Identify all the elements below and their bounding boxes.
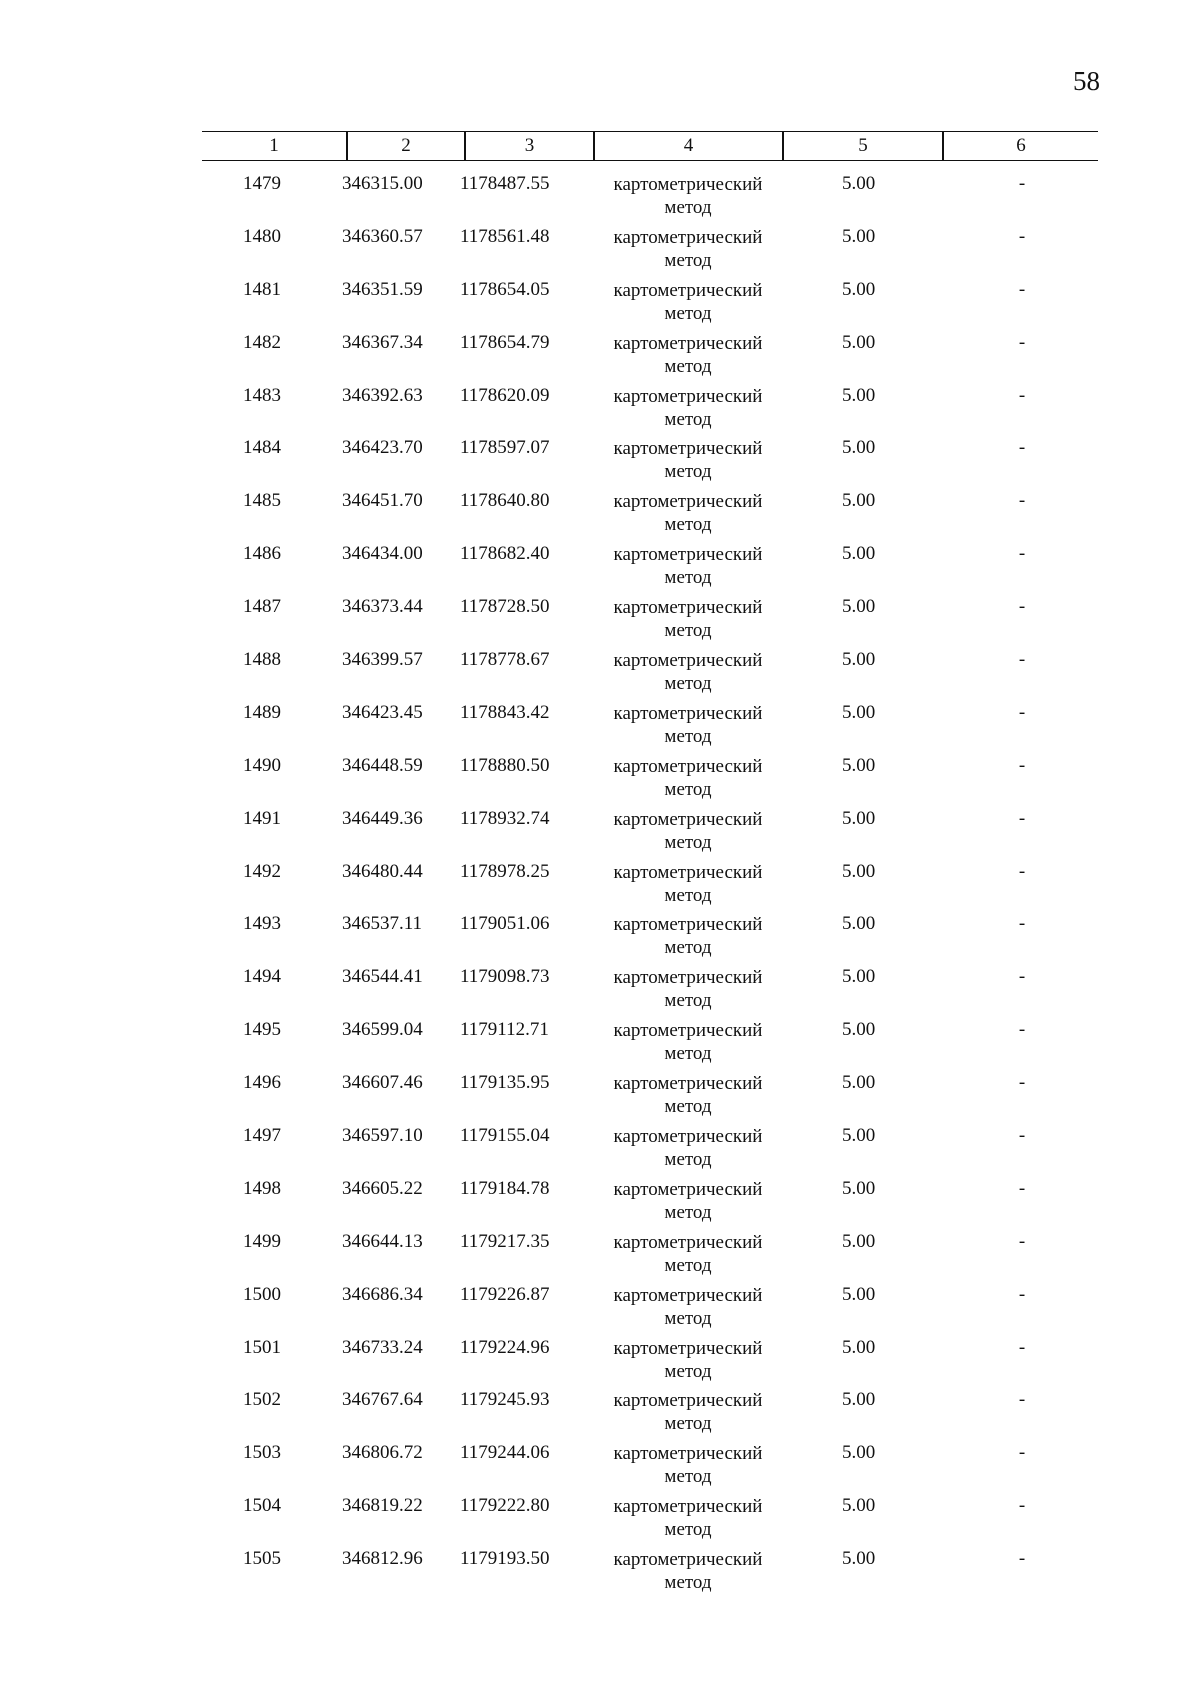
x-coordinate-cell: 346480.44 <box>342 860 423 882</box>
method-line-2: метод <box>664 937 712 959</box>
table-row <box>202 385 1098 438</box>
method-line-1: картометрический <box>613 1390 763 1412</box>
method-line-2: метод <box>664 355 712 377</box>
y-coordinate-cell: 1179051.06 <box>460 913 550 935</box>
method-line-1: картометрический <box>613 332 763 354</box>
point-number-cell: 1486 <box>243 543 281 565</box>
accuracy-cell: 5.00 <box>842 701 876 723</box>
method-line-2: метод <box>664 1572 712 1594</box>
accuracy-cell: 5.00 <box>842 437 876 459</box>
table-row <box>202 861 1098 914</box>
note-cell: - <box>1018 1072 1026 1094</box>
method-line-2: метод <box>664 725 712 747</box>
accuracy-cell: 5.00 <box>842 1072 876 1094</box>
accuracy-cell: 5.00 <box>842 331 876 353</box>
page-number: 58 <box>1073 66 1100 96</box>
method-line-1: картометрический <box>613 1496 763 1518</box>
method-line-1: картометрический <box>613 279 763 301</box>
method-line-2: метод <box>664 1466 712 1488</box>
point-number-cell: 1505 <box>243 1548 281 1570</box>
point-number-cell: 1480 <box>243 225 281 247</box>
accuracy-cell: 5.00 <box>842 649 876 671</box>
accuracy-cell: 5.00 <box>842 754 876 776</box>
accuracy-cell: 5.00 <box>842 173 876 194</box>
x-coordinate-cell: 346360.57 <box>342 225 423 247</box>
accuracy-cell: 5.00 <box>842 1283 876 1305</box>
y-coordinate-cell: 1178728.50 <box>460 596 550 618</box>
method-cell <box>588 649 788 695</box>
method-line-1: картометрический <box>613 1549 763 1571</box>
method-line-2: метод <box>664 567 712 589</box>
note-cell: - <box>1018 1283 1026 1305</box>
method-line-2: метод <box>664 990 712 1012</box>
accuracy-cell: 5.00 <box>842 1177 876 1199</box>
method-line-2: метод <box>664 249 712 271</box>
accuracy-cell: 5.00 <box>842 913 876 935</box>
method-cell <box>588 1495 788 1541</box>
method-line-1: картометрический <box>613 544 763 566</box>
method-line-2: метод <box>664 514 712 536</box>
method-line-1: картометрический <box>613 914 763 936</box>
point-number-cell: 1487 <box>243 596 281 618</box>
method-line-1: картометрический <box>613 174 763 195</box>
table-row <box>202 1337 1098 1390</box>
method-line-1: картометрический <box>613 597 763 619</box>
table-header <box>202 131 1098 161</box>
point-number-cell: 1483 <box>243 384 281 406</box>
x-coordinate-cell: 346806.72 <box>342 1442 423 1464</box>
note-cell: - <box>1018 966 1026 988</box>
method-line-1: картометрический <box>613 1231 763 1253</box>
method-line-1: картометрический <box>613 650 763 672</box>
y-coordinate-cell: 1178778.67 <box>460 649 550 671</box>
y-coordinate-cell: 1179112.71 <box>460 1019 549 1041</box>
note-cell: - <box>1018 754 1026 776</box>
point-number-cell: 1496 <box>243 1072 281 1094</box>
method-cell <box>588 596 788 642</box>
x-coordinate-cell: 346599.04 <box>342 1019 423 1041</box>
accuracy-cell: 5.00 <box>842 1336 876 1358</box>
y-coordinate-cell: 1178620.09 <box>460 384 550 406</box>
table-row <box>202 1178 1098 1231</box>
point-number-cell: 1502 <box>243 1389 281 1411</box>
table-row <box>202 1231 1098 1284</box>
method-cell <box>588 913 788 959</box>
note-cell: - <box>1018 1125 1026 1147</box>
y-coordinate-cell: 1179135.95 <box>460 1072 550 1094</box>
method-cell <box>588 1389 788 1435</box>
method-cell <box>588 1284 788 1330</box>
method-cell <box>588 226 788 272</box>
x-coordinate-cell: 346605.22 <box>342 1177 423 1199</box>
x-coordinate-cell: 346597.10 <box>342 1125 423 1147</box>
method-cell <box>588 173 788 219</box>
note-cell: - <box>1018 1230 1026 1252</box>
table-row <box>202 702 1098 755</box>
x-coordinate-cell: 346351.59 <box>342 278 423 300</box>
accuracy-cell: 5.00 <box>842 1495 876 1517</box>
table-row <box>202 913 1098 966</box>
point-number-cell: 1479 <box>243 173 281 194</box>
y-coordinate-cell: 1178880.50 <box>460 754 550 776</box>
method-cell <box>588 1231 788 1277</box>
note-cell: - <box>1018 278 1026 300</box>
x-coordinate-cell: 346392.63 <box>342 384 423 406</box>
point-number-cell: 1494 <box>243 966 281 988</box>
table-row <box>202 279 1098 332</box>
y-coordinate-cell: 1179155.04 <box>460 1125 550 1147</box>
table-row <box>202 1442 1098 1495</box>
method-cell <box>588 543 788 589</box>
point-number-cell: 1491 <box>243 807 281 829</box>
note-cell: - <box>1018 225 1026 247</box>
x-coordinate-cell: 346767.64 <box>342 1389 423 1411</box>
accuracy-cell: 5.00 <box>842 1125 876 1147</box>
accuracy-cell: 5.00 <box>842 225 876 247</box>
y-coordinate-cell: 1178487.55 <box>460 173 550 194</box>
point-number-cell: 1500 <box>243 1283 281 1305</box>
y-coordinate-cell: 1179098.73 <box>460 966 550 988</box>
coordinates-table <box>202 131 1098 1601</box>
note-cell: - <box>1018 1442 1026 1464</box>
y-coordinate-cell: 1178654.79 <box>460 331 550 353</box>
table-row <box>202 1072 1098 1125</box>
method-cell <box>588 1072 788 1118</box>
y-coordinate-cell: 1178640.80 <box>460 490 550 512</box>
method-line-2: метод <box>664 1043 712 1065</box>
x-coordinate-cell: 346434.00 <box>342 543 423 565</box>
x-coordinate-cell: 346607.46 <box>342 1072 423 1094</box>
point-number-cell: 1498 <box>243 1177 281 1199</box>
method-line-2: метод <box>664 1201 712 1223</box>
table-row <box>202 1019 1098 1072</box>
note-cell: - <box>1018 1389 1026 1411</box>
accuracy-cell: 5.00 <box>842 1389 876 1411</box>
method-cell <box>588 755 788 801</box>
method-line-2: метод <box>664 1254 712 1276</box>
note-cell: - <box>1018 596 1026 618</box>
method-cell <box>588 1125 788 1171</box>
x-coordinate-cell: 346451.70 <box>342 490 423 512</box>
table-row <box>202 226 1098 279</box>
accuracy-cell: 5.00 <box>842 384 876 406</box>
method-line-2: метод <box>664 1149 712 1171</box>
method-line-2: метод <box>664 884 712 906</box>
point-number-cell: 1493 <box>243 913 281 935</box>
point-number-cell: 1490 <box>243 754 281 776</box>
note-cell: - <box>1018 807 1026 829</box>
note-cell: - <box>1018 913 1026 935</box>
table-row <box>202 1389 1098 1442</box>
note-cell: - <box>1018 860 1026 882</box>
y-coordinate-cell: 1179245.93 <box>460 1389 550 1411</box>
method-cell <box>588 385 788 431</box>
method-line-1: картометрический <box>613 702 763 724</box>
note-cell: - <box>1018 701 1026 723</box>
note-cell: - <box>1018 1548 1026 1570</box>
table-row <box>202 755 1098 808</box>
method-line-2: метод <box>664 1096 712 1118</box>
note-cell: - <box>1018 543 1026 565</box>
table-row <box>202 173 1098 226</box>
header-col-6: 6 <box>1016 135 1026 156</box>
method-line-1: картометрический <box>613 1284 763 1306</box>
point-number-cell: 1488 <box>243 649 281 671</box>
method-line-1: картометрический <box>613 438 763 460</box>
method-line-2: метод <box>664 778 712 800</box>
y-coordinate-cell: 1178597.07 <box>460 437 550 459</box>
method-cell <box>588 1178 788 1224</box>
x-coordinate-cell: 346367.34 <box>342 331 423 353</box>
note-cell: - <box>1018 1177 1026 1199</box>
x-coordinate-cell: 346812.96 <box>342 1548 423 1570</box>
method-cell <box>588 966 788 1012</box>
accuracy-cell: 5.00 <box>842 807 876 829</box>
point-number-cell: 1481 <box>243 278 281 300</box>
point-number-cell: 1482 <box>243 331 281 353</box>
method-line-1: картометрический <box>613 1126 763 1148</box>
x-coordinate-cell: 346449.36 <box>342 807 423 829</box>
method-cell <box>588 861 788 907</box>
method-cell <box>588 1019 788 1065</box>
method-cell <box>588 490 788 536</box>
accuracy-cell: 5.00 <box>842 1442 876 1464</box>
y-coordinate-cell: 1179222.80 <box>460 1495 550 1517</box>
y-coordinate-cell: 1178978.25 <box>460 860 550 882</box>
point-number-cell: 1489 <box>243 701 281 723</box>
accuracy-cell: 5.00 <box>842 1019 876 1041</box>
table-row <box>202 808 1098 861</box>
x-coordinate-cell: 346644.13 <box>342 1230 423 1252</box>
point-number-cell: 1495 <box>243 1019 281 1041</box>
table-body <box>202 173 1098 1601</box>
note-cell: - <box>1018 384 1026 406</box>
method-line-2: метод <box>664 620 712 642</box>
x-coordinate-cell: 346423.70 <box>342 437 423 459</box>
x-coordinate-cell: 346399.57 <box>342 649 423 671</box>
method-line-2: метод <box>664 302 712 324</box>
method-line-2: метод <box>664 197 712 218</box>
point-number-cell: 1485 <box>243 490 281 512</box>
table-row <box>202 1125 1098 1178</box>
x-coordinate-cell: 346315.00 <box>342 173 423 194</box>
table-row <box>202 1548 1098 1601</box>
table-row <box>202 490 1098 543</box>
y-coordinate-cell: 1178654.05 <box>460 278 550 300</box>
x-coordinate-cell: 346373.44 <box>342 596 423 618</box>
table-row <box>202 543 1098 596</box>
table-row <box>202 1495 1098 1548</box>
method-line-1: картометрический <box>613 967 763 989</box>
accuracy-cell: 5.00 <box>842 490 876 512</box>
table-row <box>202 1284 1098 1337</box>
method-cell <box>588 1337 788 1383</box>
note-cell: - <box>1018 173 1026 194</box>
method-cell <box>588 437 788 483</box>
x-coordinate-cell: 346448.59 <box>342 754 423 776</box>
note-cell: - <box>1018 490 1026 512</box>
header-col-3: 3 <box>524 135 535 156</box>
accuracy-cell: 5.00 <box>842 596 876 618</box>
x-coordinate-cell: 346544.41 <box>342 966 423 988</box>
table-row <box>202 437 1098 490</box>
method-line-2: метод <box>664 673 712 695</box>
header-col-1: 1 <box>269 135 279 156</box>
accuracy-cell: 5.00 <box>842 860 876 882</box>
table-row <box>202 332 1098 385</box>
method-cell <box>588 279 788 325</box>
note-cell: - <box>1018 1495 1026 1517</box>
header-col-4: 4 <box>683 135 694 156</box>
method-line-1: картометрический <box>613 808 763 830</box>
method-line-1: картометрический <box>613 1073 763 1095</box>
method-line-2: метод <box>664 1519 712 1541</box>
method-cell <box>588 1442 788 1488</box>
note-cell: - <box>1018 331 1026 353</box>
method-line-1: картометрический <box>613 226 763 248</box>
note-cell: - <box>1018 649 1026 671</box>
y-coordinate-cell: 1178932.74 <box>460 807 550 829</box>
accuracy-cell: 5.00 <box>842 1230 876 1252</box>
x-coordinate-cell: 346819.22 <box>342 1495 423 1517</box>
header-col-2: 2 <box>401 135 411 156</box>
note-cell: - <box>1018 1019 1026 1041</box>
x-coordinate-cell: 346733.24 <box>342 1336 423 1358</box>
y-coordinate-cell: 1179244.06 <box>460 1442 550 1464</box>
x-coordinate-cell: 346537.11 <box>342 913 423 935</box>
method-cell <box>588 702 788 748</box>
point-number-cell: 1492 <box>243 860 281 882</box>
method-line-1: картометрический <box>613 1178 763 1200</box>
note-cell: - <box>1018 1336 1026 1358</box>
method-line-1: картометрический <box>613 861 763 883</box>
method-line-2: метод <box>664 408 712 430</box>
y-coordinate-cell: 1179193.50 <box>460 1548 550 1570</box>
method-line-2: метод <box>664 1413 712 1435</box>
y-coordinate-cell: 1178843.42 <box>460 701 550 723</box>
y-coordinate-cell: 1179184.78 <box>460 1177 550 1199</box>
point-number-cell: 1484 <box>243 437 281 459</box>
y-coordinate-cell: 1178682.40 <box>460 543 550 565</box>
method-line-2: метод <box>664 1307 712 1329</box>
note-cell: - <box>1018 437 1026 459</box>
method-line-2: метод <box>664 1360 712 1382</box>
method-line-1: картометрический <box>613 1337 763 1359</box>
y-coordinate-cell: 1178561.48 <box>460 225 550 247</box>
point-number-cell: 1503 <box>243 1442 281 1464</box>
accuracy-cell: 5.00 <box>842 543 876 565</box>
accuracy-cell: 5.00 <box>842 1548 876 1570</box>
table-row <box>202 596 1098 649</box>
point-number-cell: 1497 <box>243 1125 281 1147</box>
method-line-1: картометрический <box>613 755 763 777</box>
accuracy-cell: 5.00 <box>842 966 876 988</box>
header-col-5: 5 <box>858 135 868 156</box>
method-line-1: картометрический <box>613 1020 763 1042</box>
table-row <box>202 966 1098 1019</box>
method-cell <box>588 1548 788 1594</box>
method-cell <box>588 808 788 854</box>
y-coordinate-cell: 1179226.87 <box>460 1283 550 1305</box>
method-line-2: метод <box>664 461 712 483</box>
table-row <box>202 649 1098 702</box>
point-number-cell: 1501 <box>243 1336 281 1358</box>
accuracy-cell: 5.00 <box>842 278 876 300</box>
method-line-1: картометрический <box>613 385 763 407</box>
x-coordinate-cell: 346423.45 <box>342 701 423 723</box>
point-number-cell: 1499 <box>243 1230 281 1252</box>
y-coordinate-cell: 1179217.35 <box>460 1230 550 1252</box>
method-line-1: картометрический <box>613 1443 763 1465</box>
method-line-2: метод <box>664 831 712 853</box>
method-line-1: картометрический <box>613 491 763 513</box>
x-coordinate-cell: 346686.34 <box>342 1283 423 1305</box>
y-coordinate-cell: 1179224.96 <box>460 1336 550 1358</box>
method-cell <box>588 332 788 378</box>
point-number-cell: 1504 <box>243 1495 281 1517</box>
